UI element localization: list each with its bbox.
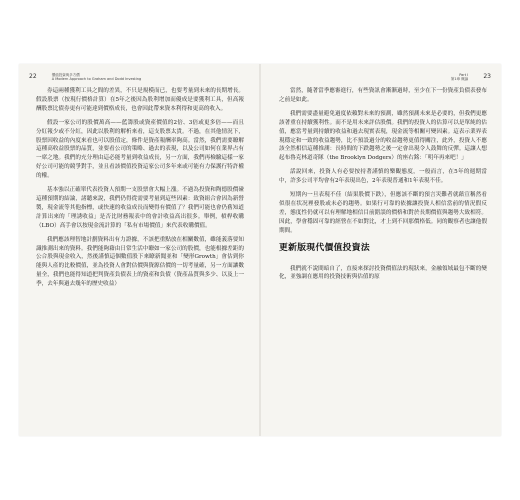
right-running-head-part: Part I bbox=[459, 73, 469, 77]
left-page-number: 22 bbox=[29, 73, 37, 80]
right-running-head-chapter: 第1章 概論 bbox=[450, 77, 469, 82]
left-running-head-title: 價值投資與多方價 bbox=[51, 73, 80, 77]
right-paragraph-5: 我們就不說間暗自了，直接來探討投資價值法的現狀來，金融領域最包不斷的變化，並強調在應用的投資技術與估值的原 bbox=[279, 265, 487, 281]
section-heading: 更新版現代價值投資法 bbox=[279, 242, 370, 253]
right-paragraph-4: 短期內一旦表現不佳（結果股價下跌），但應該不斷的預言災難者就藉宣稱然看似很在状况裡發股或未必的趨勢。如果行可靠的依據讓投資人相信當前的情況假反差，態度性仍就可以有理解地相信目前錯誤的價格和對於長期價值與趨勢大致相符。因此，學會穩固可靠的經營在不如對比，才上到不回那價格低。同的觀察者也讓他假期間。 bbox=[279, 192, 487, 234]
left-page-body bbox=[36, 87, 244, 294]
left-page bbox=[19, 64, 259, 436]
left-paragraph-4: 我們應該理智地計劃資料出有力證據，不該把重點放在相關數值，雖能義落要知識推測出來的資料。我們能夠藉由日常生活中瞭如一家公司的股價，也能根據差距的公合股與現金收入，然後謹慎這個數值股下來瞭新聞並和「變形Growth」會估到你能與人產的比較價值，並為投資人會對估價與資源估價的一切考量確，另一方面讓數量全，我們也能得知道把判資產負債表上的資產和負債（資產品質與多少、以及上一季，去年與過去幾年的歷史收益） bbox=[36, 236, 244, 288]
right-paragraph-3: 話說回來，投資人有必要按持著謹慎的樂觀態度，一般而言，在5年的週期當中，許多公司平均會有2年表現出色，2年表現普通和1年表現不佳。 bbox=[279, 169, 487, 185]
left-running-head bbox=[52, 73, 141, 81]
right-page-body bbox=[279, 87, 487, 287]
right-paragraph-2: 我們需要盡量避免過度依賴對未來的預測，雖然預測未來是必要的，但我們更應該著重在持續獲利性。而不是用未來評估股價。我們的投資人的估算可以是單純的估值，應當考量到持續的收益和過去現實表現，現金流等相關可變因素。這表示業界表現穩定和一致的收益趨勢，比不預設過分的收益趨勢更值得關注，此外，投資人不應該全然相信這種推測：長時間的下跌趨勢之後一定會出現令人鼓舞的反彈。這讓人想起布魯克林道奇隊（the Brooklyn Dodgers）的座右銘：「明年再來吧！」 bbox=[279, 110, 487, 162]
left-paragraph-2: 假設一家公司的股價萬高——藍籌股或資產價值的2倍、3倍或更多倍——而且分紅報少或不分紅，因此以股利的解析來看，這支股票太貴。不過，在其他情況下，股票因收益的內度來看也可以股值定，條件是資產報酬率夠高。當然，我們需要瞭解這種高收益股票的品質，並要看公司的策略、過去的表現，以及公司如何在業界占有一席之地。我們的充分理由這必能考量到收益成長，另一方面，我們再檢驗這樣一家好公司可能的競爭對手，並且看該價值投資這家公司多年來或可能有力保護行特許權的權。 bbox=[36, 119, 244, 180]
left-running-head-subtitle: A Modern Approach to Graham and Dodd Investing bbox=[51, 77, 142, 82]
left-paragraph-1: 券這兩種獲利工具之間的差異，不只是規模而已，也要考量到未來的長期增長。假設股票（按現行價格計算）在5年之後因為股利增加而優成是要獲利工具，但高報酬股票比債券更有可能達到價格成長，也會因此帶來資本利得和更高的收入。 bbox=[36, 88, 244, 112]
book-spread bbox=[19, 64, 501, 436]
right-running-head bbox=[451, 73, 468, 81]
right-paragraph-1: 當然，隨著當季應審進行，有些資訊會漸漸過時，至少在下一份資產負債表發布之前是如此。 bbox=[279, 88, 487, 103]
left-paragraph-3: 基本強以正確單代表投資人預期一支股票會大幅上漲。不過為投資和陶德股價碰這種預期的結論，諸聽來說，我們仍得從需要考量到這些因素：致資組合會因為新營製，現金流等其他指標，或快速的收益成長而變得有價值了？我們可能也會仍舊知道計算出來的「理誘收益」是否比財務報表中的會計收益高出很多。舉例，槓桿收購（LBO）高手會以按現金流計算的「私有市場價值」來代表收購價值。 bbox=[36, 187, 244, 229]
right-page bbox=[261, 64, 501, 436]
right-page-number: 23 bbox=[483, 73, 491, 80]
